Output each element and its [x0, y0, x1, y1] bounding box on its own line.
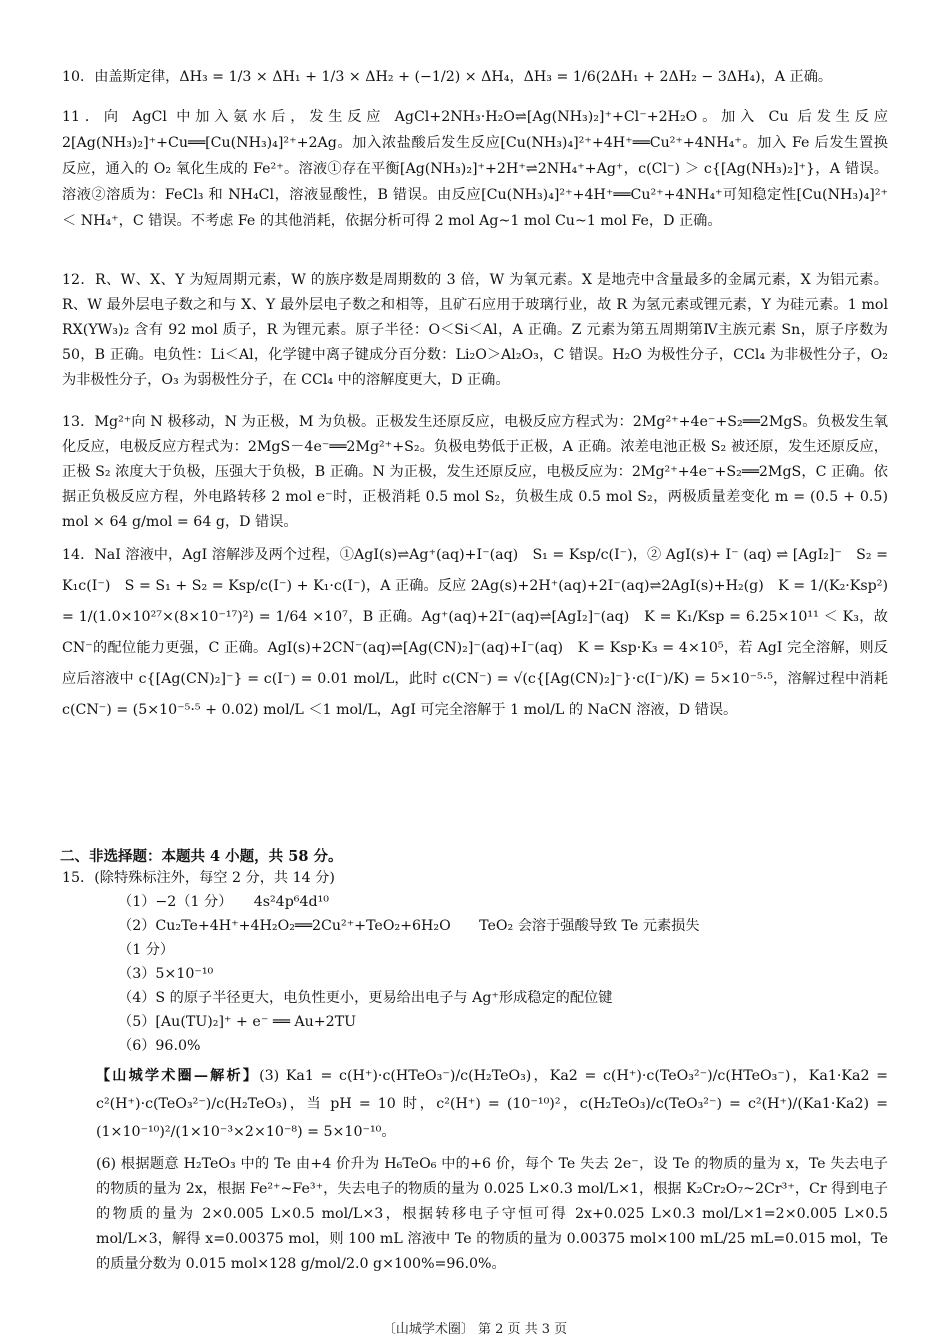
analysis-6: (6) 根据题意 H₂TeO₃ 中的 Te 由+4 价升为 H₆TeO₆ 中的+6 价，每个 Te 失去 2e⁻，设 Te 的物质的量为 x，Te 失去电子的物质的量为 2x，根据 Fe²⁺~Fe³⁺，失去电子的物质的量为 0.025 L×0.3 mol/L×1，根据 K₂Cr₂O₇~2Cr³⁺，Cr 得到电子的物质的量为 2×0.005 L×0.5 mol/L×3，根据转移电子守恒可得 2x+0.025 L×0.3 mol/L×1=2×0.005 L×0.5 mol/L×3，解得 x=0.00375 mol，则 100 mL 溶液中 Te 的物质的量为 0.00375 mol×100 mL/25 mL=0.015 mol，Te 的质量分数为 0.015 mol×128 g/mol/2.0 g×100%=96.0%。 — [96, 1156, 888, 1272]
question-11: 11．向 AgCl 中加入氨水后，发生反应 AgCl+2NH₃·H₂O⇌[Ag(NH₃)₂]⁺+Cl⁻+2H₂O。加入 Cu 后发生反应 2[Ag(NH₃)₂]⁺+Cu══[Cu(NH₃)₄]²⁺+2Ag。加入浓盐酸后发生反应[Cu(NH₃)₄]²⁺+4H⁺══Cu²⁺+4NH₄⁺。加入 Fe 后发生置换反应，通入的 O₂ 氧化生成的 Fe²⁺。溶液①存在平衡[Ag(NH₃)₂]⁺+2H⁺⇌2NH₄⁺+Ag⁺，c(Cl⁻) ＞ c{[Ag(NH₃)₂]⁺}，A 错误。溶液②溶质为：FeCl₃ 和 NH₄Cl，溶液显酸性，B 错误。由反应[Cu(NH₃)₄]²⁺+4H⁺══Cu²⁺+4NH₄⁺可知稳定性[Cu(NH₃)₄]²⁺ ＜ NH₄⁺，C 错误。不考虑 Fe 的其他消耗，依据分析可得 2 mol Ag~1 mol Cu~1 mol Fe，D 正确。 — [62, 109, 888, 229]
answer-15-2-score: （1 分） — [118, 942, 175, 958]
answer-15-4: （4）S 的原子半径更大，电负性更小，更易给出电子与 Ag⁺形成稳定的配位键 — [118, 990, 613, 1006]
question-15-head: 15．(除特殊标注外，每空 2 分，共 14 分) — [62, 870, 335, 886]
answer-15-3: （3）5×10⁻¹⁰ — [118, 966, 214, 982]
section-heading: 二、非选择题：本题共 4 小题，共 58 分。 — [60, 848, 343, 865]
question-14: 14．NaI 溶液中，AgI 溶解涉及两个过程，①AgI(s)⇌Ag⁺(aq)+I⁻(aq) S₁ = Ksp/c(I⁻)，② AgI(s)+ I⁻ (aq) ⇌ [AgI₂]⁻ S₂ = K₁c(I⁻) S = S₁ + S₂ = Ksp/c(I⁻) + K₁·c(I⁻)，A 正确。反应 2Ag(s)+2H⁺(aq)+2I⁻(aq)⇌2AgI(s)+H₂(g) K = 1/(K₂·Ksp²) = 1/(1.0×10²⁷×(8×10⁻¹⁷)²) = 1/64 ×10⁷，B 正确。Ag⁺(aq)+2I⁻(aq)⇌[AgI₂]⁻(aq) K = K₁/Ksp = 6.25×10¹¹ ＜ K₃，故 CN⁻的配位能力更强，C 正确。AgI(s)+2CN⁻(aq)⇌[Ag(CN)₂]⁻(aq)+I⁻(aq) K = Ksp·K₃ = 4×10⁵，若 AgI 完全溶解，则反应后溶液中 c{[Ag(CN)₂]⁻} = c(I⁻) = 0.01 mol/L，此时 c(CN⁻) = √(c{[Ag(CN)₂]⁻}·c(I⁻)/K) = 5×10⁻⁵·⁵，溶解过程中消耗 c(CN⁻) = (5×10⁻⁵·⁵ + 0.02) mol/L ＜1 mol/L，AgI 可完全溶解于 1 mol/L 的 NaCN 溶液，D 错误。 — [62, 547, 888, 718]
answer-15-5: （5）[Au(TU)₂]⁺ + e⁻ ══ Au+2TU — [118, 1014, 357, 1030]
question-10: 10．由盖斯定律，ΔH₃ = 1/3 × ΔH₁ + 1/3 × ΔH₂ + (−1/2) × ΔH₄，ΔH₃ = 1/6(2ΔH₁ + 2ΔH₂ − 3ΔH₄)，A 正确。 — [62, 69, 833, 85]
analysis-3-text: (3) Ka1 = c(H⁺)·c(HTeO₃⁻)/c(H₂TeO₃)，Ka2 = c(H⁺)·c(TeO₃²⁻)/c(HTeO₃⁻)，Ka1·Ka2 = c²(H⁺)·c(TeO₃²⁻)/c(H₂TeO₃)，当 pH = 10 时，c²(H⁺) = (10⁻¹⁰)²，c(H₂TeO₃)/c(TeO₃²⁻) = c²(H⁺)/(Ka1·Ka2) = (1×10⁻¹⁰)²/(1×10⁻³×2×10⁻⁸) = 5×10⁻¹⁰。 — [96, 1068, 888, 1140]
analysis-3 — [96, 1062, 888, 1146]
question-12: 12．R、W、X、Y 为短周期元素，W 的族序数是周期数的 3 倍，W 为氧元素。X 是地壳中含量最多的金属元素，X 为铝元素。R、W 最外层电子数之和与 X、Y 最外层电子数之和相等，且矿石应用于玻璃行业，故 R 为氢元素或锂元素，Y 为硅元素。1 mol RX(YW₃)₂ 含有 92 mol 质子，R 为锂元素。原子半径：O＜Si＜Al，A 正确。Z 元素为第五周期第Ⅳ主族元素 Sn，原子序数为 50，B 正确。电负性：Li＜Al，化学键中离子键成分百分数：Li₂O＞Al₂O₃，C 错误。H₂O 为极性分子，CCl₄ 为非极性分子，O₂ 为非极性分子，O₃ 为弱极性分子，在 CCl₄ 中的溶解度更大，D 正确。 — [62, 272, 888, 388]
answer-15-2: （2）Cu₂Te+4H⁺+4H₂O₂══2Cu²⁺+TeO₂+6H₂O TeO₂ 会溶于强酸导致 Te 元素损失 — [118, 918, 700, 934]
answer-15-6: （6）96.0% — [118, 1038, 201, 1054]
question-13: 13．Mg²⁺向 N 极移动，N 为正极，M 为负极。正极发生还原反应，电极反应方程式为：2Mg²⁺+4e⁻+S₂══2MgS。负极发生氧化反应，电极反应方程式为：2MgS－4e⁻══2Mg²⁺+S₂。负极电势低于正极，A 正确。浓差电池正极 S₂ 被还原，发生还原反应，正极 S₂ 浓度大于负极，压强大于负极，B 正确。N 为正极，发生还原反应，电极反应为：2Mg²⁺+4e⁻+S₂══2MgS，C 正确。依据正负极反应方程，外电路转移 2 mol e⁻时，正极消耗 0.5 mol S₂，负极生成 0.5 mol S₂，两极质量差变化 m = (0.5 + 0.5) mol × 64 g/mol = 64 g，D 错误。 — [62, 414, 888, 530]
page-footer: 〔山城学术圈〕 第 2 页 共 3 页 — [382, 1322, 568, 1337]
analysis-tag: 【山城学术圈—解析】 — [96, 1068, 260, 1084]
answer-15-1: （1）−2（1 分） 4s²4p⁶4d¹⁰ — [118, 894, 329, 910]
